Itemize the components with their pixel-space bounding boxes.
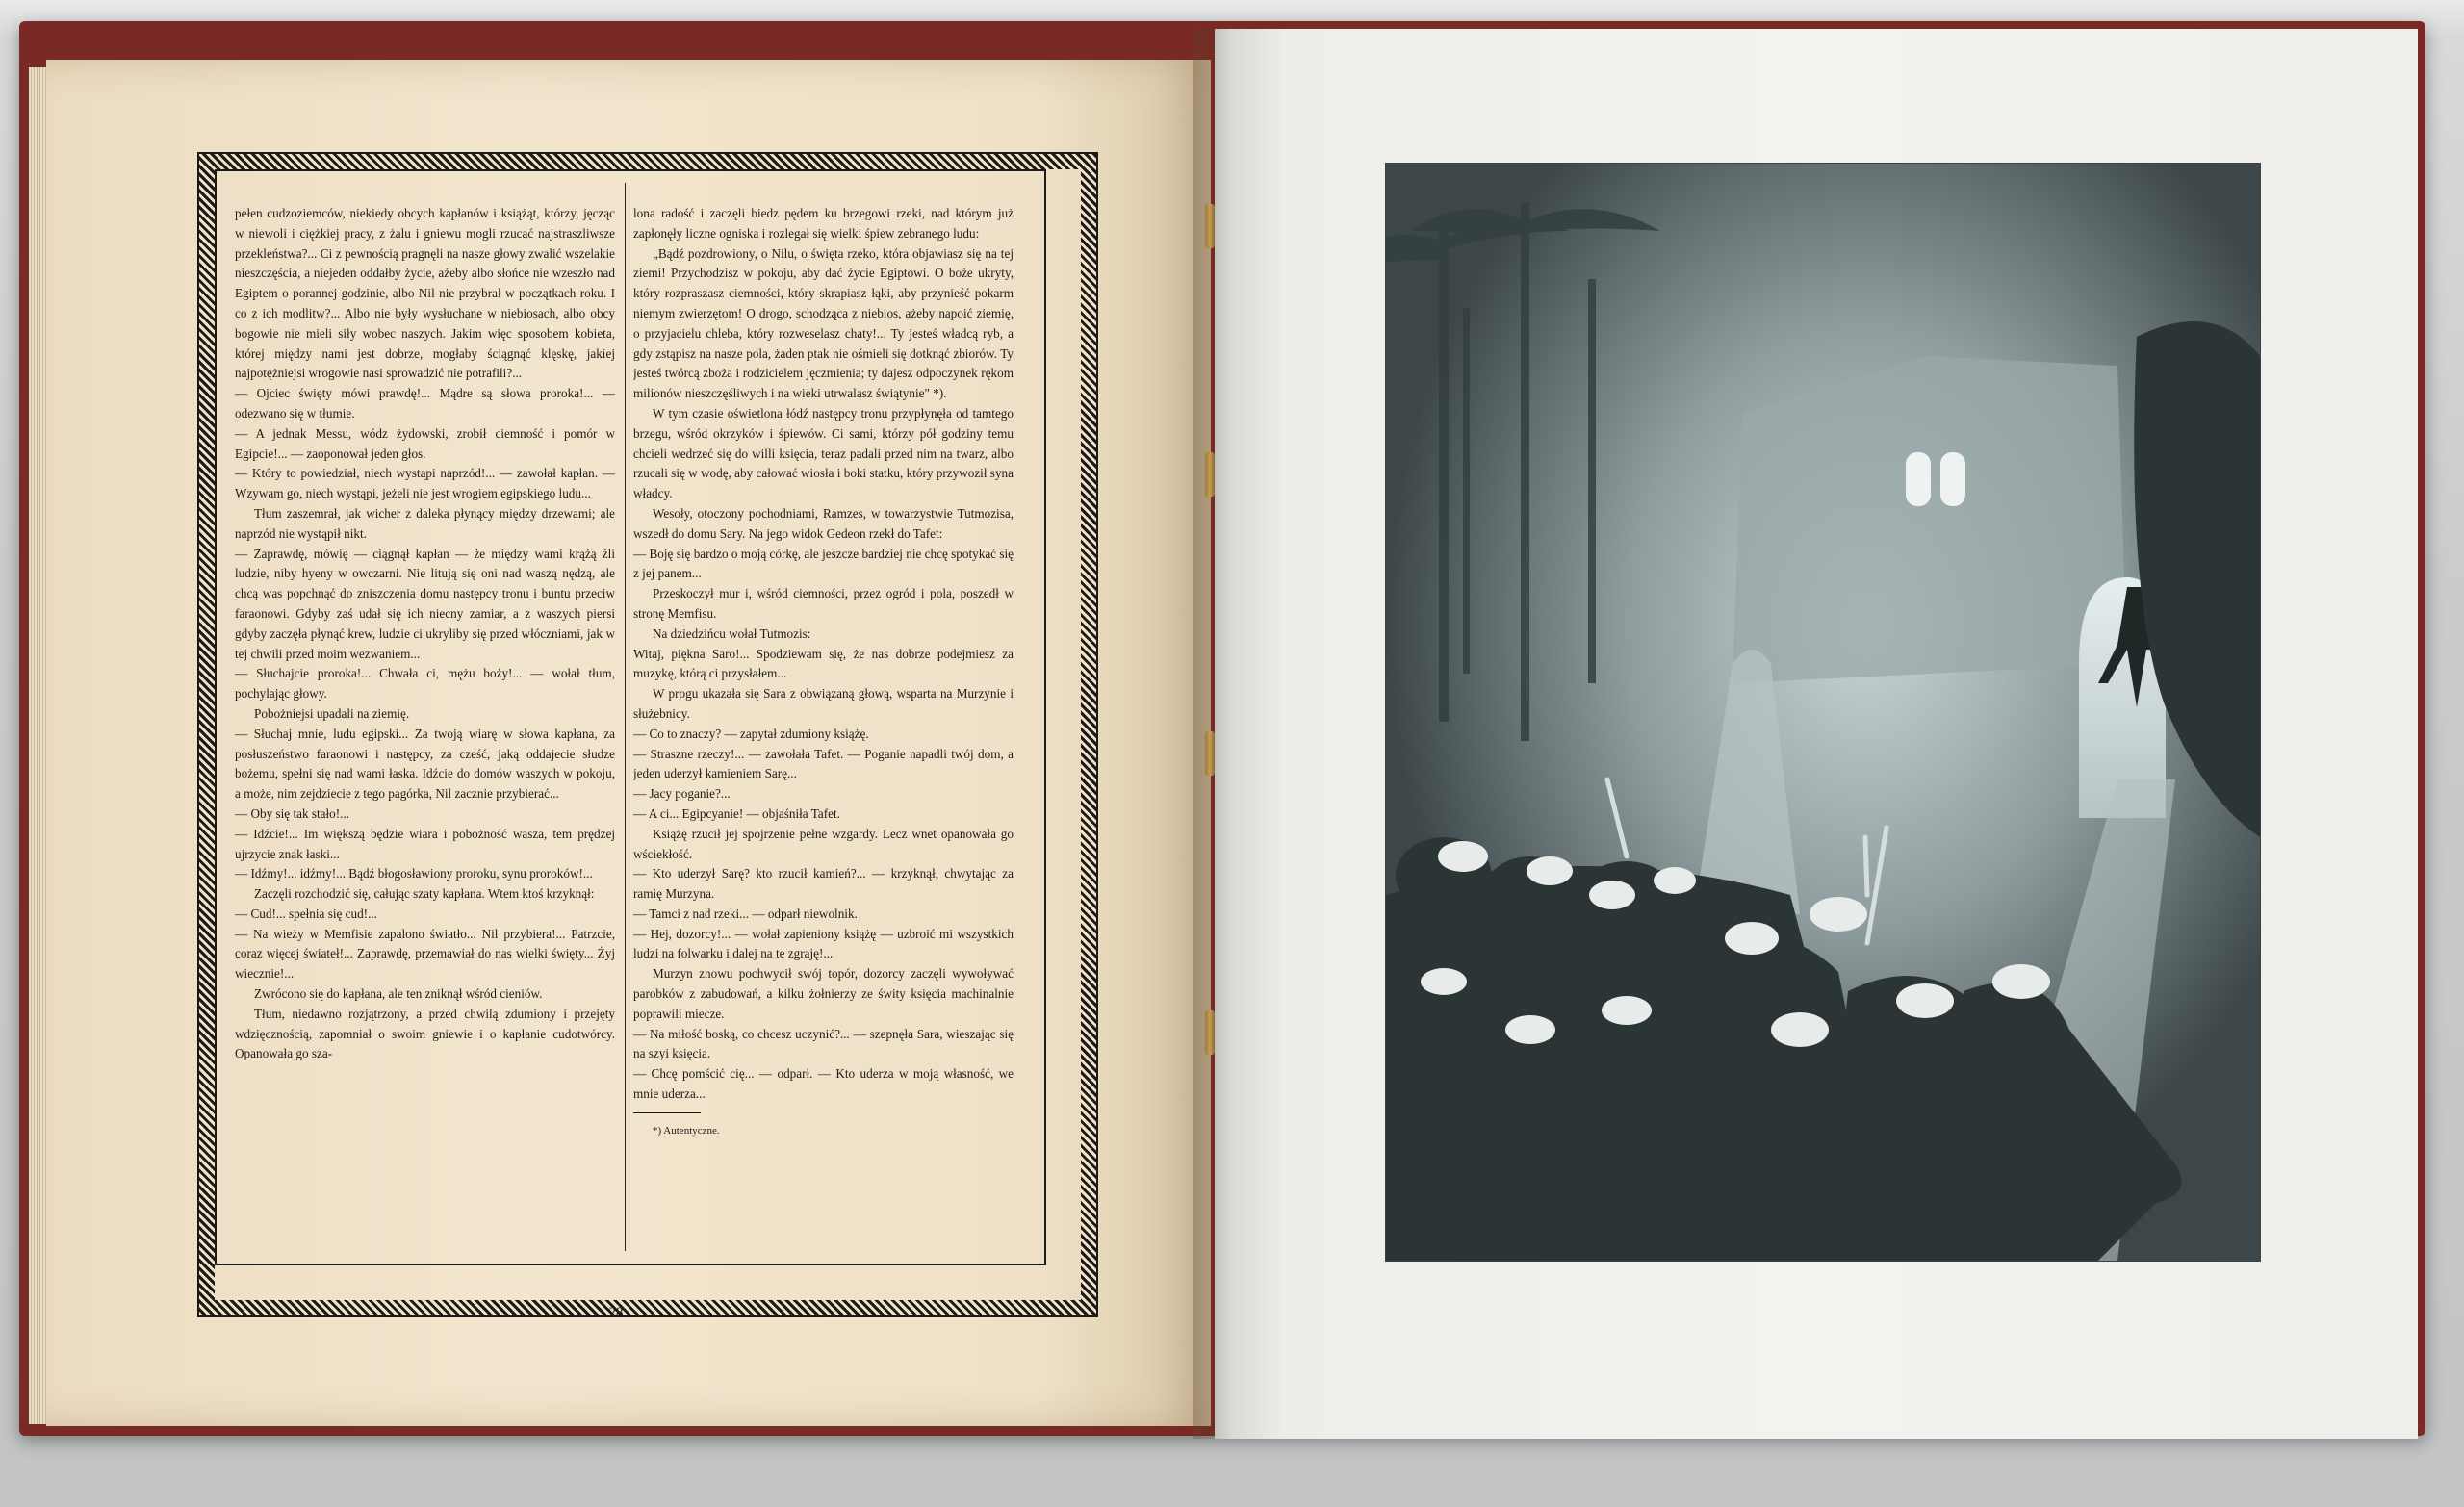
footnote-rule: [633, 1112, 701, 1113]
paragraph: — Co to znaczy? — zapytał zdumiony książę.: [633, 726, 869, 741]
illustration-image: [1386, 164, 2260, 1261]
binding-stitch: [1205, 731, 1215, 776]
paragraph: Zwrócono się do kapłana, ale ten zniknął wśród cieniów.: [254, 986, 543, 1002]
binding-stitch: [1205, 204, 1215, 248]
paragraph: lona radość i zaczęli biedz pędem ku brzegowi rzeki, nad którym już zapłonęły liczne ogniska i rozlegał się wielki śpiew zebranego ludu:: [633, 206, 1014, 241]
paragraph: — Straszne rzeczy!... — zawołała Tafet. — Poganie napadli twój dom, a jeden uderzył kamieniem Sarę...: [633, 746, 1014, 781]
paragraph: — Słuchajcie proroka!... Chwała ci, mężu boży!... — wołał tłum, pochylając głowy.: [235, 666, 615, 702]
paragraph: Tłum zaszemrał, jak wicher z daleka płynący między drzewami; ale naprzód nie wystąpił nikt.: [235, 505, 615, 541]
paragraph: Na dziedzińcu wołał Tutmozis:: [653, 626, 811, 641]
paragraph: — Ojciec święty mówi prawdę!... Mądre są słowa proroka!... — odezwano się w tłumie.: [235, 386, 615, 421]
text-column-right: [633, 204, 1014, 1253]
paragraph: W progu ukazała się Sara z obwiązaną głową, wsparta na Murzynie i służebnicy.: [633, 686, 1014, 721]
paragraph: — Jacy poganie?...: [633, 786, 731, 802]
binding-stitch: [1205, 1010, 1215, 1055]
paragraph: — A ci... Egipcyanie! — objaśniła Tafet.: [633, 805, 840, 821]
paragraph: — Idźmy!... idźmy!... Bądź błogosławiony proroku, synu proroków!...: [235, 866, 593, 881]
paragraph: — Który to powiedział, niech wystąpi naprzód!... — zawołał kapłan. — Wzywam go, niech wystąpi, jeżeli nie jest wrogiem egipskiego ludu...: [235, 466, 615, 501]
paragraph: — Zaprawdę, mówię — ciągnął kapłan — że między wami krążą źli ludzie, niby hyeny w owczarni. Nie litują się oni nad waszą nędzą, ale chcą was popchnąć do zniszczenia domu następcy tronu i buntu przeciw faraonowi. Gdyby zaś udał się ich niecny zamiar, a z waszych piersi gdyby zaczęła płynąć krew, ludzie ci ukryliby się przed włóczniami, jak w tej chwili przed moim wezwaniem...: [235, 546, 615, 661]
paragraph: — Na miłość boską, co chcesz uczynić?... — szepnęła Sara, wieszając się na szyi księcia.: [633, 1026, 1014, 1061]
binding-stitch: [1205, 452, 1215, 497]
paragraph: Przeskoczył mur i, wśród ciemności, przez ogród i pola, poszedł w stronę Memfisu.: [633, 586, 1014, 621]
paragraph: W tym czasie oświetlona łódź następcy tronu przypłynęła od tamtego brzegu, wśród okrzyków i śpiewów. Ci sami, którzy pół godziny temu chcieli wedrzeć się do willi księcia, teraz padali przed nim na twarz, albo rzucali się w wodę, aby całować wiosła i boki statku, który przywoził syna władcy.: [633, 405, 1014, 501]
paragraph: — Słuchaj mnie, ludu egipski... Za twoją wiarę w słowa kapłana, za posłuszeństwo faraonowi i następcy, za cześć, jaką oddajecie słudze bożemu, spełni się nad wami łaska. Idźcie do domów waszych w pokoju, a może, nim zejdziecie z tego pagórka, Nil zacznie przybierać...: [235, 726, 615, 802]
page-number: 28: [608, 1305, 624, 1320]
paragraph: — Idźcie!... Im większą będzie wiara i pobożność wasza, tem prędzej ujrzycie znak łaski...: [235, 826, 615, 861]
paragraph: Pobożniejsi upadali na ziemię.: [254, 705, 410, 721]
paragraph: — Cud!... spełnia się cud!...: [235, 906, 377, 921]
illustration-plate: [1386, 164, 2260, 1261]
paragraph: — A jednak Messu, wódz żydowski, zrobił ciemność i pomór w Egipcie!... — zaoponował jeden głos.: [235, 425, 615, 461]
paragraph: — Boję się bardzo o moją córkę, ale jeszcze bardziej nie chcę spotykać się z jej panem...: [633, 546, 1014, 581]
text-column-left: [235, 204, 615, 1253]
paragraph: Wesoły, otoczony pochodniami, Ramzes, w towarzystwie Tutmozisa, wszedł do domu Sary. Na jego widok Gedeon rzekł do Tafet:: [633, 505, 1014, 541]
paragraph: — Na wieży w Memfisie zapalono światło... Nil przybiera!... Patrzcie, coraz więcej świateł!... Zaprawdę, przemawiał do nas wielki święty... Żyj wiecznie!...: [235, 926, 615, 982]
paragraph: — Hej, dozorcy!... — wołał zapieniony książę — uzbrоić mi wszystkich ludzi na folwarku i dalej na te zgraję!...: [633, 926, 1014, 961]
paragraph: pełen cudzoziemców, niekiedy obcych kapłanów i książąt, którzy, jęcząc w niewoli i ciężkiej pracy, z żalu i gniewu mogli rzucać najstraszliwsze przekleństwa?... Ci z pewnością pragnęli na nasze głowy zwalić wszelakie nieszczęścia, a niejeden oddałby życie, ażeby albo słońce nie wzeszło nad Egiptem o porannej godzinie, albo Nil nie przybrał w początkach roku. I co z ich modlitw?... Albo nie były wysłuchane w niebiosach, albo obcy bogowie nie mieli siły wobec naszych. Jakim więc sposobem kobieta, której między nami jest dobrze, mogłaby ściągnąć klęskę, jakiej najpotężniejsi wrogowie nasi sprowadzić nie potrafili?...: [235, 206, 615, 381]
paragraph: — Kto uderzył Sarę? kto rzucił kamień?... — krzyknął, chwytając za ramię Murzyna.: [633, 866, 1014, 902]
paragraph: „Bądź pozdrowiony, o Nilu, o święta rzeko, która objawiasz się na tej ziemi! Przychodzisz w pokoju, aby dać życie Egiptowi. O boże ukryty, który rozpraszasz ciemności, który skrapiasz łąki, aby przynieść pokarm niemym zwierzętom! O drogo, schodząca z niebios, ażeby napoić ziemię, o przyjacielu chleba, który rozweselasz chaty!... Ty jesteś władcą ryb, a gdy zstąpisz na nasze pola, żaden ptak nie ośmieli się dotknąć zbiorów. Ty jesteś twórcą zboża i rodzicielem jęczmienia; ty dajesz odpoczynek rękom milionów nieszczęśliwych i na wieki utrwalasz świątynie" *).: [633, 245, 1014, 401]
paragraph: Murzyn znowu pochwycił swój topór, dozorcy zaczęli wywoływać parobków z zabudowań, a kilku żołnierzy ze świty księcia machinalnie poprawili miecze.: [633, 966, 1014, 1021]
paragraph: Tłum, niedawno rozjątrzony, a przed chwilą zdumiony i przejęty wdzięcznością, zapomniał o swoim gniewie i o kapłanie cudotwórcy. Opanowała go sza-: [235, 1006, 615, 1061]
paragraph: Witaj, piękna Saro!... Spodziewam się, że nas dobrze podejmiesz za muzykę, którą ci przysłałem...: [633, 646, 1014, 681]
paragraph: Książę rzucił jej spojrzenie pełne wzgardy. Lecz wnet opanowała go wściekłość.: [633, 826, 1014, 861]
footnote: *) Autentyczne.: [653, 1124, 720, 1137]
paragraph: — Oby się tak stało!...: [235, 805, 350, 821]
paragraph: — Tamci z nad rzeki... — odparł niewolnik.: [633, 906, 858, 921]
paragraph: Zaczęli rozchodzić się, całując szaty kapłana. Wtem ktoś krzyknął:: [254, 886, 595, 902]
paragraph: — Chcę pomścić cię... — odparł. — Kto uderza w moją własność, we mnie uderza...: [633, 1066, 1014, 1102]
column-divider: [625, 183, 626, 1251]
